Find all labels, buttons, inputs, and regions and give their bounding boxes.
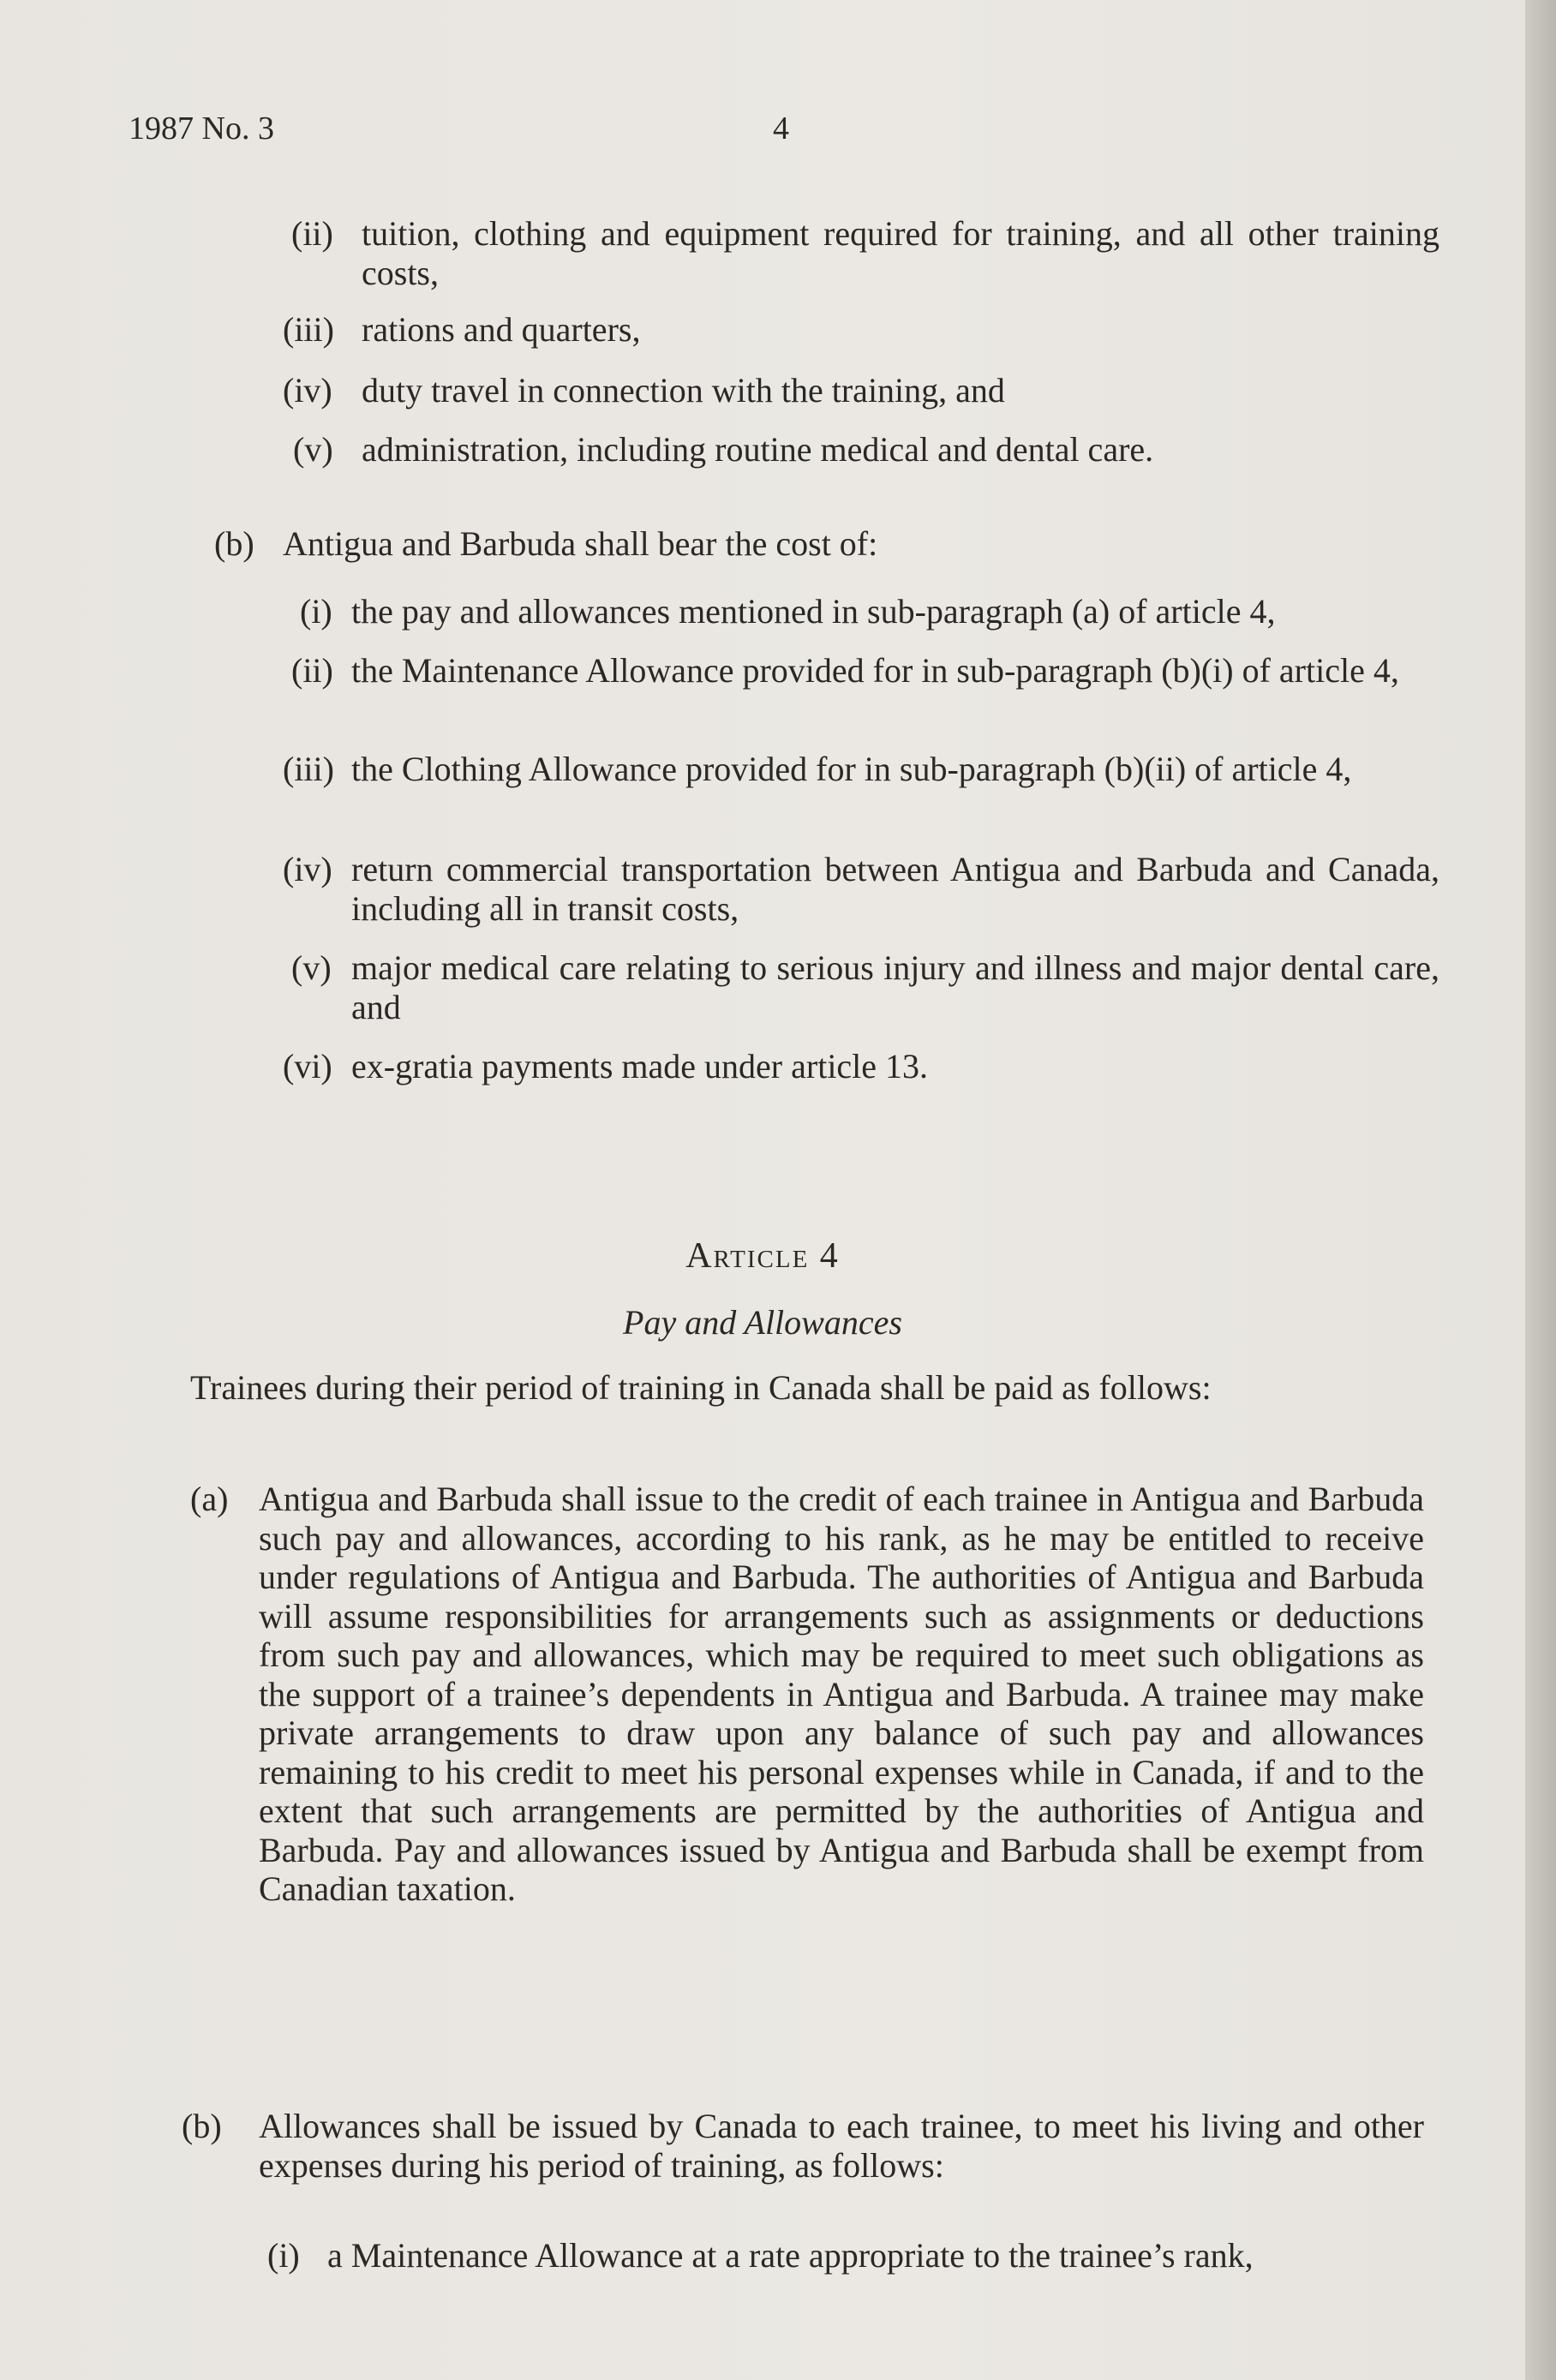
paragraph-label: (b) — [182, 2107, 222, 2145]
paragraph-b-text: Allowances shall be issued by Canada to each trainee, to meet his living and other expenses during his period of training, as follows: — [259, 2107, 1424, 2185]
item-label: (vi) — [283, 1047, 332, 1085]
article-intro: Trainees during their period of training in Canada shall be paid as follows: — [190, 1368, 1212, 1407]
item-label: (ii) — [291, 214, 333, 253]
paragraph-a-text: Antigua and Barbuda shall issue to the credit of each trainee in Antigua and Barbuda such pay and allowances, according to his rank, as he may be entitled to receive under regulations of Antigua and Barbuda. The authorities of Antigua and Barbuda will assume responsibilities for arrangements such as assignments or deductions from such pay and allowances, which may be required to meet such obligations as the support of a trainee’s dependents in Antigua and Barbuda. A trainee may make private arrangements to draw upon any balance of such pay and allowances remaining to his credit to meet his personal expenses while in Canada, if and to the extent that such arrangements are permitted by the authorities of Antigua and Barbuda. Pay and allowances issued by Antigua and Barbuda shall be exempt from Canadian taxation. — [259, 1480, 1424, 1908]
article-heading: Article 4 — [685, 1236, 840, 1276]
item-text: major medical care relating to serious injury and illness and major dental care, and — [351, 948, 1439, 1026]
article-subheading: Pay and Allowances — [623, 1303, 902, 1342]
item-text: return commercial transportation between Antigua and Barbuda and Canada, including all in transit costs, — [351, 850, 1439, 928]
paragraph-label: (a) — [190, 1480, 229, 1518]
year-number: 1987 No. 3 — [129, 111, 274, 147]
item-text: tuition, clothing and equipment required for training, and all other training costs, — [362, 214, 1439, 292]
item-label: (v) — [291, 948, 332, 987]
item-label: (iii) — [283, 750, 334, 788]
item-label: (ii) — [291, 651, 333, 690]
item-label: (v) — [293, 430, 333, 469]
item-label: (iv) — [283, 850, 332, 888]
page-number: 4 — [773, 111, 789, 147]
item-text: ex-gratia payments made under article 13. — [351, 1047, 929, 1085]
item-text: Antigua and Barbuda shall bear the cost of: — [283, 524, 878, 563]
item-text: the pay and allowances mentioned in sub-paragraph (a) of article 4, — [351, 592, 1276, 631]
item-label: (i) — [300, 592, 332, 631]
item-text: administration, including routine medical and dental care. — [362, 430, 1154, 469]
item-text: rations and quarters, — [362, 310, 641, 349]
item-label: (i) — [267, 2236, 300, 2275]
item-label: (iii) — [283, 310, 334, 349]
item-text: a Maintenance Allowance at a rate appropriate to the trainee’s rank, — [327, 2236, 1254, 2275]
item-text: the Maintenance Allowance provided for in sub-paragraph (b)(i) of article 4, — [351, 651, 1399, 690]
page-edge-shadow — [1525, 0, 1556, 2380]
item-label: (iv) — [283, 371, 332, 410]
item-label: (b) — [214, 524, 254, 563]
item-text: duty travel in connection with the training, and — [362, 371, 1005, 410]
item-text: the Clothing Allowance provided for in sub-paragraph (b)(ii) of article 4, — [351, 750, 1352, 788]
